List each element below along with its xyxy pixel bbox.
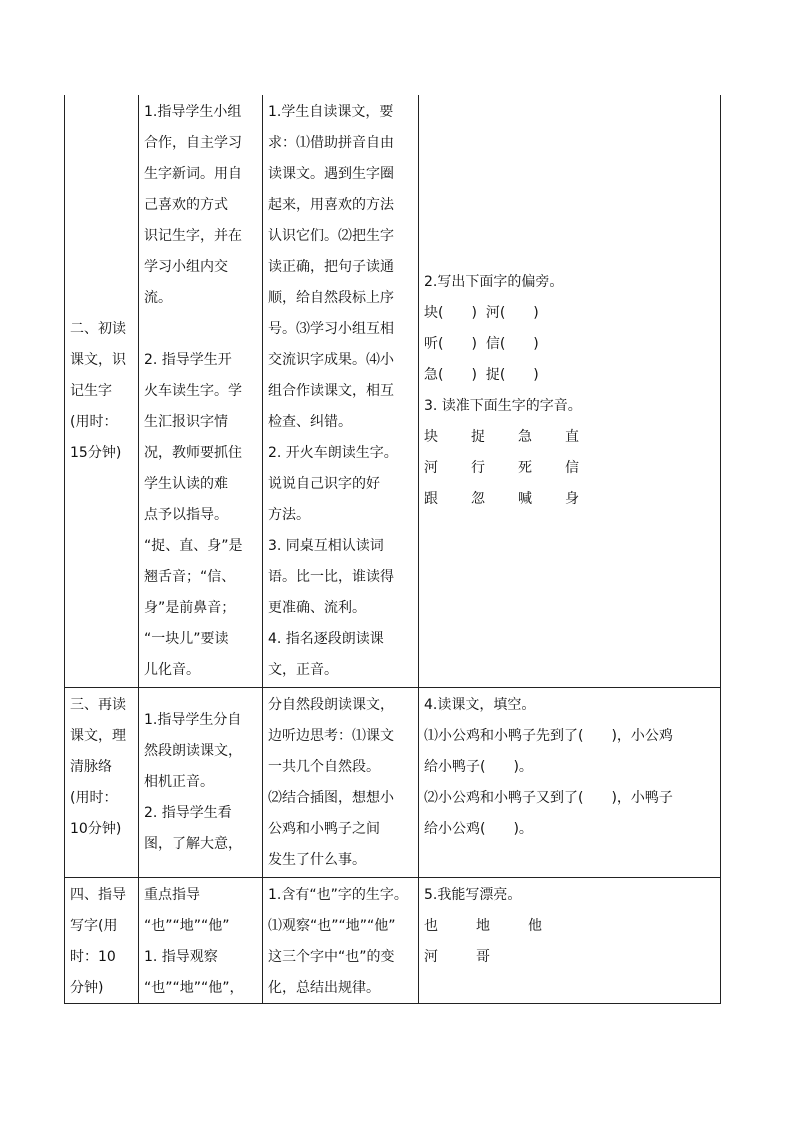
text-line: 1.学生自读课文，要: [268, 104, 394, 120]
text-line: 儿化音。: [144, 662, 200, 678]
character: 他: [528, 918, 542, 934]
text-line: 文，正音。: [268, 662, 338, 678]
text-line: 2. 指导学生开: [144, 352, 232, 368]
text-line: 读课文。遇到生字圈: [268, 166, 394, 182]
text-line: 图，了解大意，: [144, 836, 242, 852]
text-line: 己喜欢的方式: [144, 197, 228, 213]
radical-line: 急( ) 捉( ): [424, 367, 539, 383]
exercise-cell: [419, 878, 720, 1003]
text-line: 翘舌音；“信、: [144, 569, 236, 585]
table-row: [64, 687, 721, 877]
text-line: 公鸡和小鸭子之间: [268, 821, 380, 837]
table-row: [64, 95, 721, 687]
text-line: 起来，用喜欢的方法: [268, 197, 394, 213]
text-line: 1. 指导观察: [144, 949, 218, 965]
text-line: 求：⑴借助拼音自由: [268, 135, 394, 151]
text-line: (用时：: [70, 790, 118, 806]
text-line: 1.指导学生分自: [144, 712, 242, 728]
text-line: 组合作读课文，相互: [268, 383, 394, 399]
text-line: “一块儿”要读: [144, 631, 229, 647]
text-line: 给小公鸡( )。: [424, 821, 533, 837]
teacher-activity-cell: [139, 95, 263, 687]
text-line: 检查、纠错。: [268, 414, 352, 430]
text-line: 分钟): [70, 980, 104, 996]
character: 忽: [471, 491, 485, 507]
character: 河: [424, 949, 438, 965]
text-line: 号。⑶学习小组互相: [268, 321, 394, 337]
student-activity-cell: [263, 95, 419, 687]
text-line: 识记生字，并在: [144, 228, 242, 244]
text-line: ⑴观察“也”“地”“他”: [268, 918, 396, 934]
exercise-title: 3. 读准下面生字的字音。: [424, 398, 582, 414]
exercise-title: 5.我能写漂亮。: [424, 887, 522, 903]
text-line: 四、指导: [70, 887, 126, 903]
character: 死: [518, 460, 532, 476]
character: 跟: [424, 491, 438, 507]
text-line: 三、再读: [70, 697, 126, 713]
text-line: 写字(用: [70, 918, 118, 934]
text-line: 这三个字中“也”的变: [268, 949, 395, 965]
teacher-activity-cell: [139, 878, 263, 1003]
text-line: 读正确，把句子读通: [268, 259, 394, 275]
text-line: 10分钟): [70, 821, 122, 837]
character: 块: [424, 429, 438, 445]
text-line: 交流识字成果。⑷小: [268, 352, 394, 368]
text-line: 课文，理: [70, 728, 126, 744]
text-line: 4. 指名逐段朗读课: [268, 631, 384, 647]
text-line: 1.含有“也”字的生字。: [268, 887, 408, 903]
text-line: 发生了什么事。: [268, 852, 366, 868]
character: 信: [565, 460, 579, 476]
character: 哥: [476, 949, 490, 965]
text-line: 边听边思考：⑴课文: [268, 728, 394, 744]
text-line: 一共几个自然段。: [268, 759, 380, 775]
text-line: 语。比一比，谁读得: [268, 569, 394, 585]
text-line: 时：10: [70, 949, 116, 965]
stage-cell: [65, 688, 139, 877]
exercise-title: 4.读课文，填空。: [424, 697, 536, 713]
text-line: ⑵小公鸡和小鸭子又到了( )，小鸭子: [424, 790, 673, 806]
text-line: 3. 同桌互相认读词: [268, 538, 384, 554]
text-line: 顺，给自然段标上序: [268, 290, 394, 306]
text-line: 火车读生字。学: [144, 383, 242, 399]
radical-line: 听( ) 信( ): [424, 336, 539, 352]
text-line: 说说自己识字的好: [268, 476, 380, 492]
table-row: [64, 877, 721, 1004]
exercise-cell: [419, 95, 720, 687]
character: 地: [476, 918, 490, 934]
text-line: 2. 指导学生看: [144, 805, 232, 821]
text-line: 然段朗读课文，: [144, 743, 242, 759]
character: 身: [565, 491, 579, 507]
text-line: ⑵结合插图，想想小: [268, 790, 394, 806]
text-line: “也”“地”“他”: [144, 918, 230, 934]
text-line: 更准确、流利。: [268, 600, 366, 616]
text-line: 重点指导: [144, 887, 200, 903]
character: 直: [565, 429, 579, 445]
text-line: 流。: [144, 290, 172, 306]
character-grid: [424, 422, 716, 515]
text-line: “也”“地”“他”，: [144, 980, 244, 996]
text-line: 方法。: [268, 507, 310, 523]
character: 也: [424, 918, 438, 934]
text-line: 身”是前鼻音；: [144, 600, 236, 616]
student-activity-cell: [263, 688, 419, 877]
text-line: 二、初读: [70, 321, 126, 337]
character-grid: [424, 911, 716, 973]
exercise-cell: [419, 688, 720, 877]
text-line: 相机正音。: [144, 774, 214, 790]
radical-line: 块( ) 河( ): [424, 305, 539, 321]
text-line: ⑴小公鸡和小鸭子先到了( )，小公鸡: [424, 728, 673, 744]
exercise-title: 2.写出下面字的偏旁。: [424, 274, 564, 290]
text-line: 生字新词。用自: [144, 166, 242, 182]
text-line: 学习小组内交: [144, 259, 228, 275]
stage-cell: [65, 95, 139, 687]
text-line: 课文，识: [70, 352, 126, 368]
character: 急: [518, 429, 532, 445]
text-line: 生汇报识字情: [144, 414, 228, 430]
text-line: (用时：: [70, 414, 118, 430]
stage-cell: [65, 878, 139, 1003]
student-activity-cell: [263, 878, 419, 1003]
character: 行: [471, 460, 485, 476]
text-line: “捉、直、身”是: [144, 538, 243, 554]
text-line: 给小鸭子( )。: [424, 759, 533, 775]
character: 河: [424, 460, 438, 476]
text-line: 学生认读的难: [144, 476, 228, 492]
text-line: 15分钟): [70, 445, 122, 461]
text-line: 分自然段朗读课文，: [268, 697, 394, 713]
text-line: 清脉络: [70, 759, 112, 775]
character: 喊: [518, 491, 532, 507]
text-line: 点予以指导。: [144, 507, 228, 523]
text-line: 记生字: [70, 383, 112, 399]
character: 捉: [471, 429, 485, 445]
lesson-plan-table: [64, 95, 721, 1004]
spacer: [144, 314, 258, 345]
text-line: 化，总结出规律。: [268, 980, 380, 996]
text-line: 2. 开火车朗读生字。: [268, 445, 398, 461]
text-line: 况，教师要抓住: [144, 445, 242, 461]
text-line: 1.指导学生小组: [144, 104, 242, 120]
teacher-activity-cell: [139, 688, 263, 877]
text-line: 合作，自主学习: [144, 135, 242, 151]
text-line: 认识它们。⑵把生字: [268, 228, 394, 244]
